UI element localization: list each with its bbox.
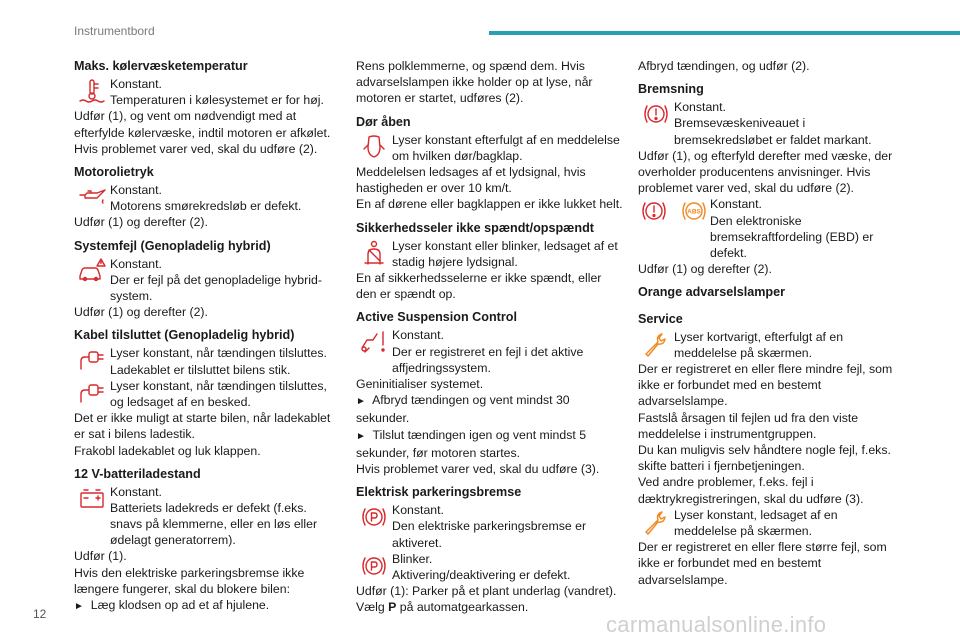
warning-description: Der er registreret en fejl i det aktive affjedringssystem. — [392, 344, 584, 375]
instruction-text: Afbryd tændingen, og udfør (2). — [638, 59, 810, 73]
section-battery-charge — [74, 466, 332, 615]
instruction-text: Udfør (1), og efterfyld derefter med væske, der overholder producentens anvisninger. Hvis problemet varer ved, skal du udføre (2). — [638, 148, 893, 196]
warning-description: Lyser konstant, når tændingen tilsluttes. Ladekablet er tilsluttet bilens stik. — [110, 346, 327, 377]
seatbelt-icon — [356, 238, 392, 268]
battery-icon — [74, 484, 110, 514]
warning-description: Lyser konstant efterfulgt af en meddelelse om hvilken dør/bagklap. — [392, 132, 620, 163]
instruction-text: En af dørene eller bagklappen er ikke lukket helt. — [356, 197, 623, 212]
column-3 — [638, 58, 900, 595]
parking-brake-icon — [356, 551, 392, 581]
gear-letter: P — [388, 600, 397, 615]
warning-entry — [356, 551, 624, 583]
warning-description: Lyser konstant, når tændingen tilsluttes, og ledsaget af en besked. — [110, 378, 327, 410]
parking-brake-icon — [356, 502, 392, 532]
warning-description: Bremsevæskeniveauet i bremsekredsløbet er faldet markant. — [674, 116, 872, 147]
section-title: Maks. kølervæsketemperatur — [74, 59, 248, 73]
warning-entry — [638, 329, 900, 361]
warning-state: Konstant. — [710, 197, 762, 212]
text-run: Vælg — [356, 600, 389, 615]
warning-state: Konstant. — [110, 256, 162, 271]
instruction-text: Geninitialiser systemet. — [356, 377, 484, 392]
section-title: Motorolietryk — [74, 165, 154, 180]
section-door-open — [356, 114, 624, 213]
instruction-text: Hvis den elektriske parkeringsbremse ikke længere fungerer, skal du blokere bilen: — [74, 565, 305, 596]
section-title: Elektrisk parkeringsbremse — [356, 485, 522, 500]
warning-description: Lyser kortvarigt, efterfulgt af en meddelelse på skærmen. — [674, 329, 844, 360]
bullet-item — [356, 392, 624, 426]
warning-description: Lyser konstant eller blinker, ledsaget af et stadig højere lydsignal. — [392, 238, 618, 269]
warning-entry — [356, 132, 624, 164]
instruction-text — [356, 599, 624, 615]
instruction-text: Udfør (1). — [74, 549, 127, 564]
header-accent-bar — [489, 31, 960, 35]
brake-warning-icon — [638, 99, 674, 129]
warning-description: Motorens smørekredsløb er defekt. — [110, 199, 302, 214]
section-coolant-temperature — [74, 58, 332, 157]
coolant-temperature-icon — [74, 76, 110, 106]
warning-entry — [74, 256, 332, 305]
page-header-title: Instrumentbord — [74, 24, 155, 38]
service-wrench-icon — [638, 329, 674, 359]
warning-entry — [74, 345, 332, 377]
column-1 — [74, 58, 332, 622]
section-charging-cable — [74, 327, 332, 458]
section-title: Sikkerhedsseler ikke spændt/opspændt — [356, 220, 594, 235]
instruction-text: Fastslå årsagen til fejlen ud fra den viste meddelelse i instrumentgruppen. — [638, 410, 859, 441]
section-intro — [356, 58, 624, 107]
column-2 — [356, 58, 624, 623]
section-intro — [638, 58, 900, 74]
instruction-text: Hvis problemet varer ved, skal du udføre (3). — [356, 462, 600, 477]
section-service — [638, 311, 900, 588]
section-title: 12 V-batteriladestand — [74, 466, 201, 481]
warning-description: Aktivering/deaktivering er defekt. — [392, 568, 571, 583]
instruction-text: Meddelelsen ledsages af et lydsignal, hvis hastigheden er over 10 km/t. — [356, 165, 586, 196]
section-title: Active Suspension Control — [356, 310, 517, 325]
instruction-text: Udfør (1), og vent om nødvendigt med at efterfylde kølervæske, indtil motoren er afkølet. Hvis problemet varer ved, skal du udføre (2). — [74, 109, 331, 156]
warning-description: Den elektriske parkeringsbremse er aktiveret. — [392, 519, 587, 550]
instruction-text: Udfør (1) og derefter (2). — [638, 262, 772, 277]
section-title: Service — [638, 311, 683, 326]
warning-state: Konstant. — [392, 328, 444, 343]
door-open-icon — [356, 132, 392, 162]
warning-state: Blinker. — [392, 551, 433, 566]
instruction-text: Der er registreret en eller flere større fejl, som ikke er forbundet med en bestemt advarselslampe. — [638, 540, 887, 587]
bullet-text: Læg klodsen op ad et af hjulene. — [90, 598, 270, 613]
section-braking — [638, 81, 900, 277]
instruction-text: Du kan muligvis selv håndtere nogle fejl, f.eks. skifte batteri i fjernbetjeningen. — [638, 443, 891, 474]
warning-entry — [638, 196, 900, 261]
orange-warnings-title: Orange advarselslamper — [638, 285, 786, 300]
warning-description: Den elektroniske bremsekraftfordeling (EBD) er defekt. — [710, 213, 874, 261]
text-run: på automatgearkassen. — [396, 600, 529, 615]
warning-entry — [638, 507, 900, 539]
section-title: Kabel tilsluttet (Genopladelig hybrid) — [74, 328, 295, 343]
warning-entry — [638, 99, 900, 148]
page-number: 12 — [33, 607, 47, 621]
warning-entry — [74, 182, 332, 214]
oil-pressure-icon — [74, 182, 110, 212]
warning-description: Batteriets ladekreds er defekt (f.eks. snavs på klemmerne, eller en løs eller ødelagt generatorrem). — [110, 500, 318, 548]
instruction-text: Der er registreret en eller flere mindre fejl, som ikke er forbundet med en bestemt advarselslampe. — [638, 362, 893, 409]
section-title: Dør åben — [356, 114, 411, 129]
warning-description: Temperaturen i kølesystemet er for høj. — [110, 93, 324, 108]
charging-cable-icon — [74, 378, 110, 408]
warning-description: Der er fejl på det genopladelige hybrid-system. — [110, 272, 322, 304]
instruction-text: Udfør (1): Parker på et plant underlag (vandret). — [356, 584, 617, 599]
abs-label: ABS — [687, 208, 701, 216]
suspension-warning-icon — [356, 327, 392, 357]
instruction-text: Udfør (1) og derefter (2). — [74, 305, 208, 320]
arrow-bullet-icon: ► — [356, 430, 366, 442]
charging-cable-icon — [74, 345, 110, 375]
section-active-suspension — [356, 309, 624, 477]
warning-state: Konstant. — [110, 484, 162, 499]
section-title: Systemfejl (Genopladelig hybrid) — [74, 238, 271, 253]
bullet-item — [356, 427, 624, 461]
brake-warning-icon — [638, 197, 670, 225]
warning-entry — [74, 378, 332, 410]
section-parking-brake — [356, 484, 624, 615]
abs-icon — [678, 197, 710, 225]
warning-state: Konstant. — [674, 100, 726, 115]
warning-entry — [356, 502, 624, 551]
arrow-bullet-icon: ► — [356, 396, 366, 408]
instruction-text: Det er ikke muligt at starte bilen, når ladekablet er sat i bilens ladestik. — [74, 411, 331, 442]
warning-state: Konstant. — [110, 183, 162, 198]
arrow-bullet-icon: ► — [74, 601, 84, 613]
instruction-text: Ved andre problemer, f.eks. fejl i dæktrykregistreringen, skal du udføre (3). — [638, 475, 864, 506]
warning-entry — [356, 238, 624, 270]
bullet-text: Afbryd tændingen og vent mindst 30 sekunder. — [356, 393, 570, 426]
instruction-text: Frakobl ladekablet og luk klappen. — [74, 443, 261, 458]
bullet-item — [74, 597, 332, 615]
warning-state: Konstant. — [392, 503, 444, 518]
hybrid-system-fault-icon — [74, 256, 110, 286]
warning-description: Lyser konstant, ledsaget af en meddelelse på skærmen. — [674, 507, 838, 539]
warning-entry — [356, 327, 624, 376]
warning-state: Konstant. — [110, 77, 162, 91]
section-oil-pressure — [74, 164, 332, 231]
warning-entry — [74, 76, 332, 108]
section-title: Bremsning — [638, 82, 704, 97]
instruction-text: Udfør (1) og derefter (2). — [74, 215, 208, 230]
watermark: carmanualsonline.info — [606, 612, 827, 637]
section-hybrid-system-fault — [74, 238, 332, 321]
bullet-text: Tilslut tændingen igen og vent mindst 5 sekunder, før motoren startes. — [356, 427, 587, 460]
service-wrench-icon — [638, 507, 674, 537]
instruction-text: En af sikkerhedsselerne er ikke spændt, eller den er spændt op. — [356, 271, 602, 302]
instruction-text: Rens polklemmerne, og spænd dem. Hvis advarselslampen ikke holder op at lyse, når motoren er startet, udføres (2). — [356, 59, 593, 106]
section-seatbelt — [356, 220, 624, 303]
